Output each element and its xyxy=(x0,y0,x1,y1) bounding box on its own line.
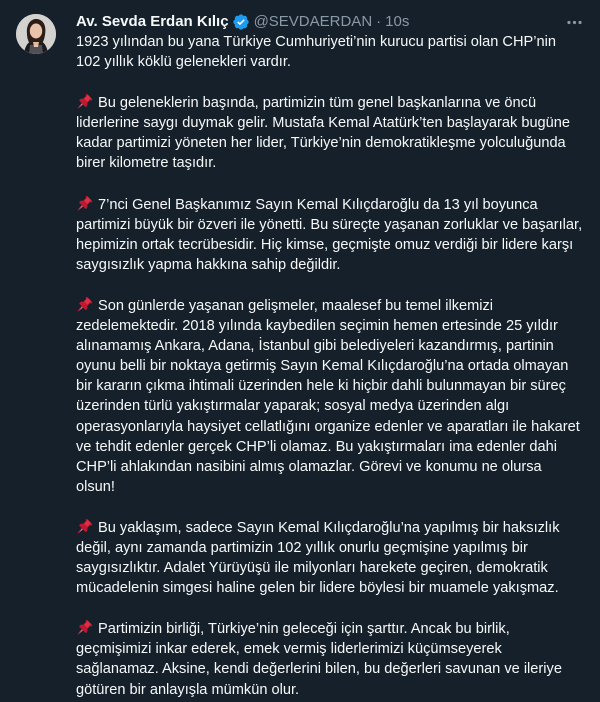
tweet-paragraph-2-text: 7’nci Genel Başkanımız Sayın Kemal Kılıçdaroğlu da 13 yıl boyunca partimizi büyük bir özveri ile yönetti. Bu süreçte yaşanan zorluklar ve başarılar, hepimizin ortak tecrübesidir. Hiç kimse, geçmişte omuz verdiği bir lidere karşı saygısızlık yapma hakkına sahip değildir. xyxy=(76,196,583,273)
pushpin-icon xyxy=(76,194,94,212)
tweet-content xyxy=(76,12,584,702)
avatar[interactable] xyxy=(16,14,56,54)
tweet-paragraph-2 xyxy=(76,194,584,275)
tweet-paragraph-1-text: Bu geleneklerin başında, partimizin tüm genel başkanlarına ve öncü liderlerine saygı duymak gelir. Mustafa Kemal Atatürk’ten başlayarak bugüne kadar partimizi yöneten her lider, Türkiye’nin demokratikleşme yolculuğunda birer kilometre taşıdır. xyxy=(76,95,571,172)
tweet-paragraph-1 xyxy=(76,92,584,173)
verified-badge-icon xyxy=(232,13,250,31)
avatar-image xyxy=(16,14,56,54)
pushpin-icon xyxy=(76,92,94,110)
tweet-paragraph-3 xyxy=(76,295,584,497)
header-separator: · xyxy=(376,13,382,30)
tweet-text xyxy=(76,32,584,700)
tweet-paragraph-3-text: Son günlerde yaşanan gelişmeler, maalesef bu temel ilkemizi zedelemektedir. 2018 yılında kaybedilen seçimin hemen ertesinde 25 yıldır alınamamış Ankara, Adana, İstanbul gibi belediyeleri kazandırmış, partinin oyunu belli bir noktaya getirmiş Sayın Kemal Kılıçdaroğlu’na ortada olmayan bir kararın çıkma ihtimali üzerinden hele ki hiçbir dahli bulunmayan bir süreç üzerinden türlü yakıştırmalar yaparak; sosyal medya üzerinden algı operasyonlarıyla haysiyet cellatlığını organize edenler ve aparatları ile hakaret ve tehdit edenler gerçek CHP’li olamaz. Bu yakıştırmaları ima edenler dahi CHP’li ahlakından nasibini almış olamazlar. Görevi ve konumu ne olursa olsun! xyxy=(76,297,580,495)
tweet-paragraph-5 xyxy=(76,618,584,699)
pushpin-icon xyxy=(76,295,94,313)
author-handle[interactable]: @SEVDAERDAN xyxy=(253,13,373,30)
tweet-paragraph-4 xyxy=(76,517,584,598)
tweet-header xyxy=(76,12,584,32)
more-options-icon[interactable] xyxy=(564,12,584,32)
pushpin-icon xyxy=(76,618,94,636)
tweet-paragraph-5-text: Partimizin birliği, Türkiye’nin geleceği için şarttır. Ancak bu birlik, geçmişimizi inkar ederek, emek vermiş liderlerimizi küçümseyerek sağlanamaz. Aksine, kendi değerlerini bilen, bu değerleri savunan ve ileriye götüren bir anlayışla mümkün olur. xyxy=(76,621,562,698)
avatar-column xyxy=(16,12,64,702)
tweet-paragraph-intro: 1923 yılından bu yana Türkiye Cumhuriyeti’nin kurucu partisi olan CHP’nin 102 yıllık köklü gelenekleri vardır. xyxy=(76,34,556,71)
pushpin-icon xyxy=(76,517,94,535)
tweet-paragraph-4-text: Bu yaklaşım, sadece Sayın Kemal Kılıçdaroğlu’na yapılmış bir haksızlık değil, aynı zamanda partimizin 102 yıllık onurlu geçmişine yapılmış bir saygısızlıktır. Adalet Yürüyüşü ile milyonları harekete geçiren, demokratik mücadelenin simgesi haline gelen bir lidere böylesi bir muamele yakışmaz. xyxy=(76,519,560,597)
tweet-timestamp[interactable]: 10s xyxy=(385,13,410,30)
author-name[interactable]: Av. Sevda Erdan Kılıç xyxy=(76,13,229,30)
